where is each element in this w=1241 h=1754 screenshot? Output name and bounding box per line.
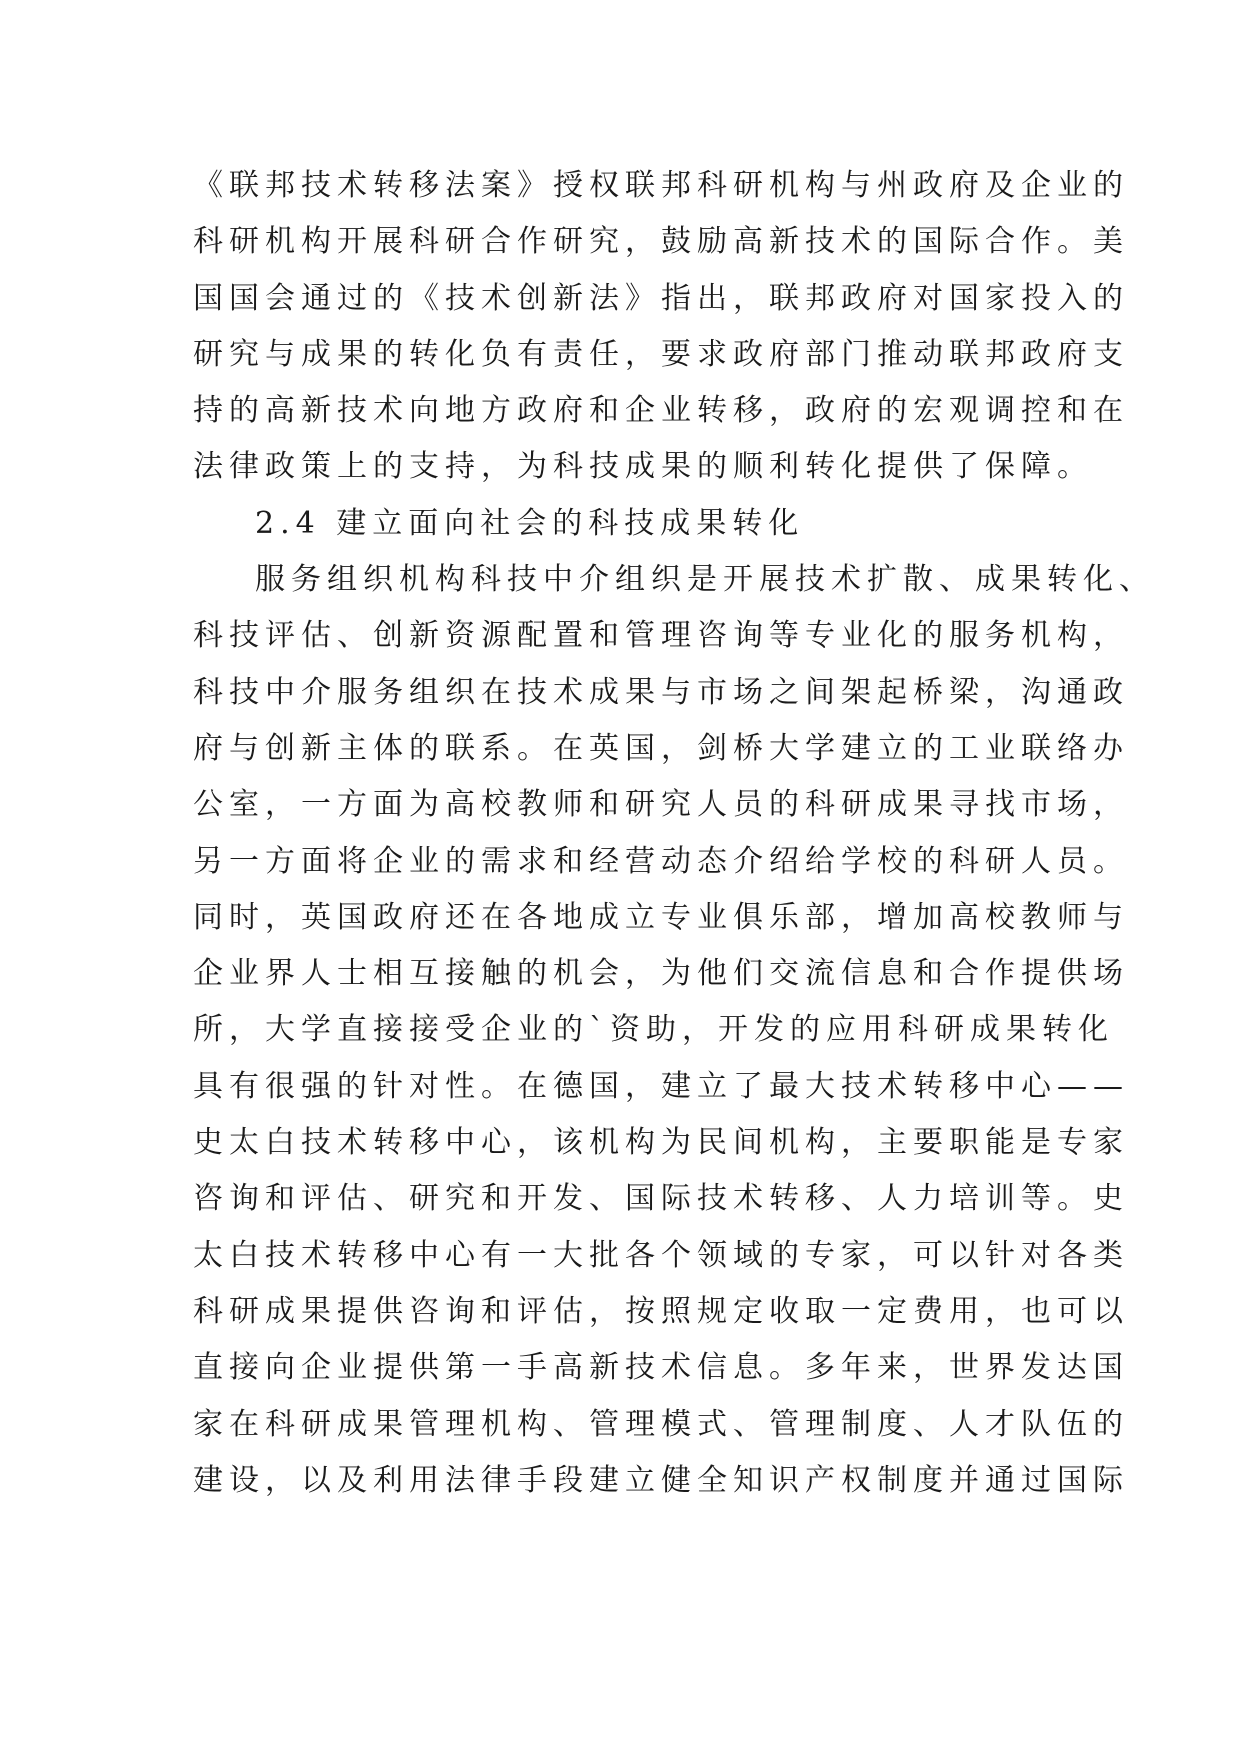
document-body <box>193 158 1155 1509</box>
text-line: 法律政策上的支持，为科技成果的顺利转化提供了保障。 <box>193 449 1093 485</box>
text-line: 建设，以及利用法律手段建立健全知识产权制度并通过国际 <box>193 1462 1129 1498</box>
text-line: 国国会通过的《技术创新法》指出，联邦政府对国家投入的 <box>193 280 1129 316</box>
text-line: 研究与成果的转化负有责任，要求政府部门推动联邦政府支 <box>193 336 1129 372</box>
text-line: 家在科研成果管理机构、管理模式、管理制度、人才队伍的 <box>193 1406 1129 1442</box>
text-line: 公室，一方面为高校教师和研究人员的科研成果寻找市场， <box>193 787 1129 823</box>
paragraph-intermediary <box>193 552 1155 1509</box>
text-line: 所，大学直接接受企业的`资助，开发的应用科研成果转化 <box>193 1012 1114 1048</box>
text-line: 科技中介服务组织在技术成果与市场之间架起桥梁，沟通政 <box>193 674 1129 710</box>
text-line: 《联邦技术转移法案》授权联邦科研机构与州政府及企业的 <box>193 168 1129 203</box>
text-line: 太白技术转移中心有一大批各个领域的专家，可以针对各类 <box>193 1237 1129 1273</box>
text-line: 直接向企业提供第一手高新技术信息。多年来，世界发达国 <box>193 1350 1129 1386</box>
text-line: 史太白技术转移中心，该机构为民间机构，主要职能是专家 <box>193 1125 1129 1161</box>
text-line: 府与创新主体的联系。在英国，剑桥大学建立的工业联络办 <box>193 730 1129 766</box>
text-line: 具有很强的针对性。在德国，建立了最大技术转移中心—— <box>193 1068 1129 1104</box>
section-heading: 2.4 建立面向社会的科技成果转化 <box>255 505 805 541</box>
text-line: 持的高新技术向地方政府和企业转移，政府的宏观调控和在 <box>193 393 1129 429</box>
paragraph-us-law <box>193 158 1129 496</box>
text-line: 服务组织机构科技中介组织是开展技术扩散、成果转化、 <box>255 562 1155 598</box>
text-line: 科技评估、创新资源配置和管理咨询等专业化的服务机构， <box>193 618 1129 654</box>
text-line: 同时，英国政府还在各地成立专业俱乐部，增加高校教师与 <box>193 899 1129 935</box>
text-line: 企业界人士相互接触的机会，为他们交流信息和合作提供场 <box>193 956 1129 992</box>
text-line: 另一方面将企业的需求和经营动态介绍给学校的科研人员。 <box>193 843 1129 879</box>
text-line: 科研机构开展科研合作研究，鼓励高新技术的国际合作。美 <box>193 224 1129 260</box>
text-line: 咨询和评估、研究和开发、国际技术转移、人力培训等。史 <box>193 1181 1129 1217</box>
text-line: 科研成果提供咨询和评估，按照规定收取一定费用，也可以 <box>193 1293 1129 1329</box>
